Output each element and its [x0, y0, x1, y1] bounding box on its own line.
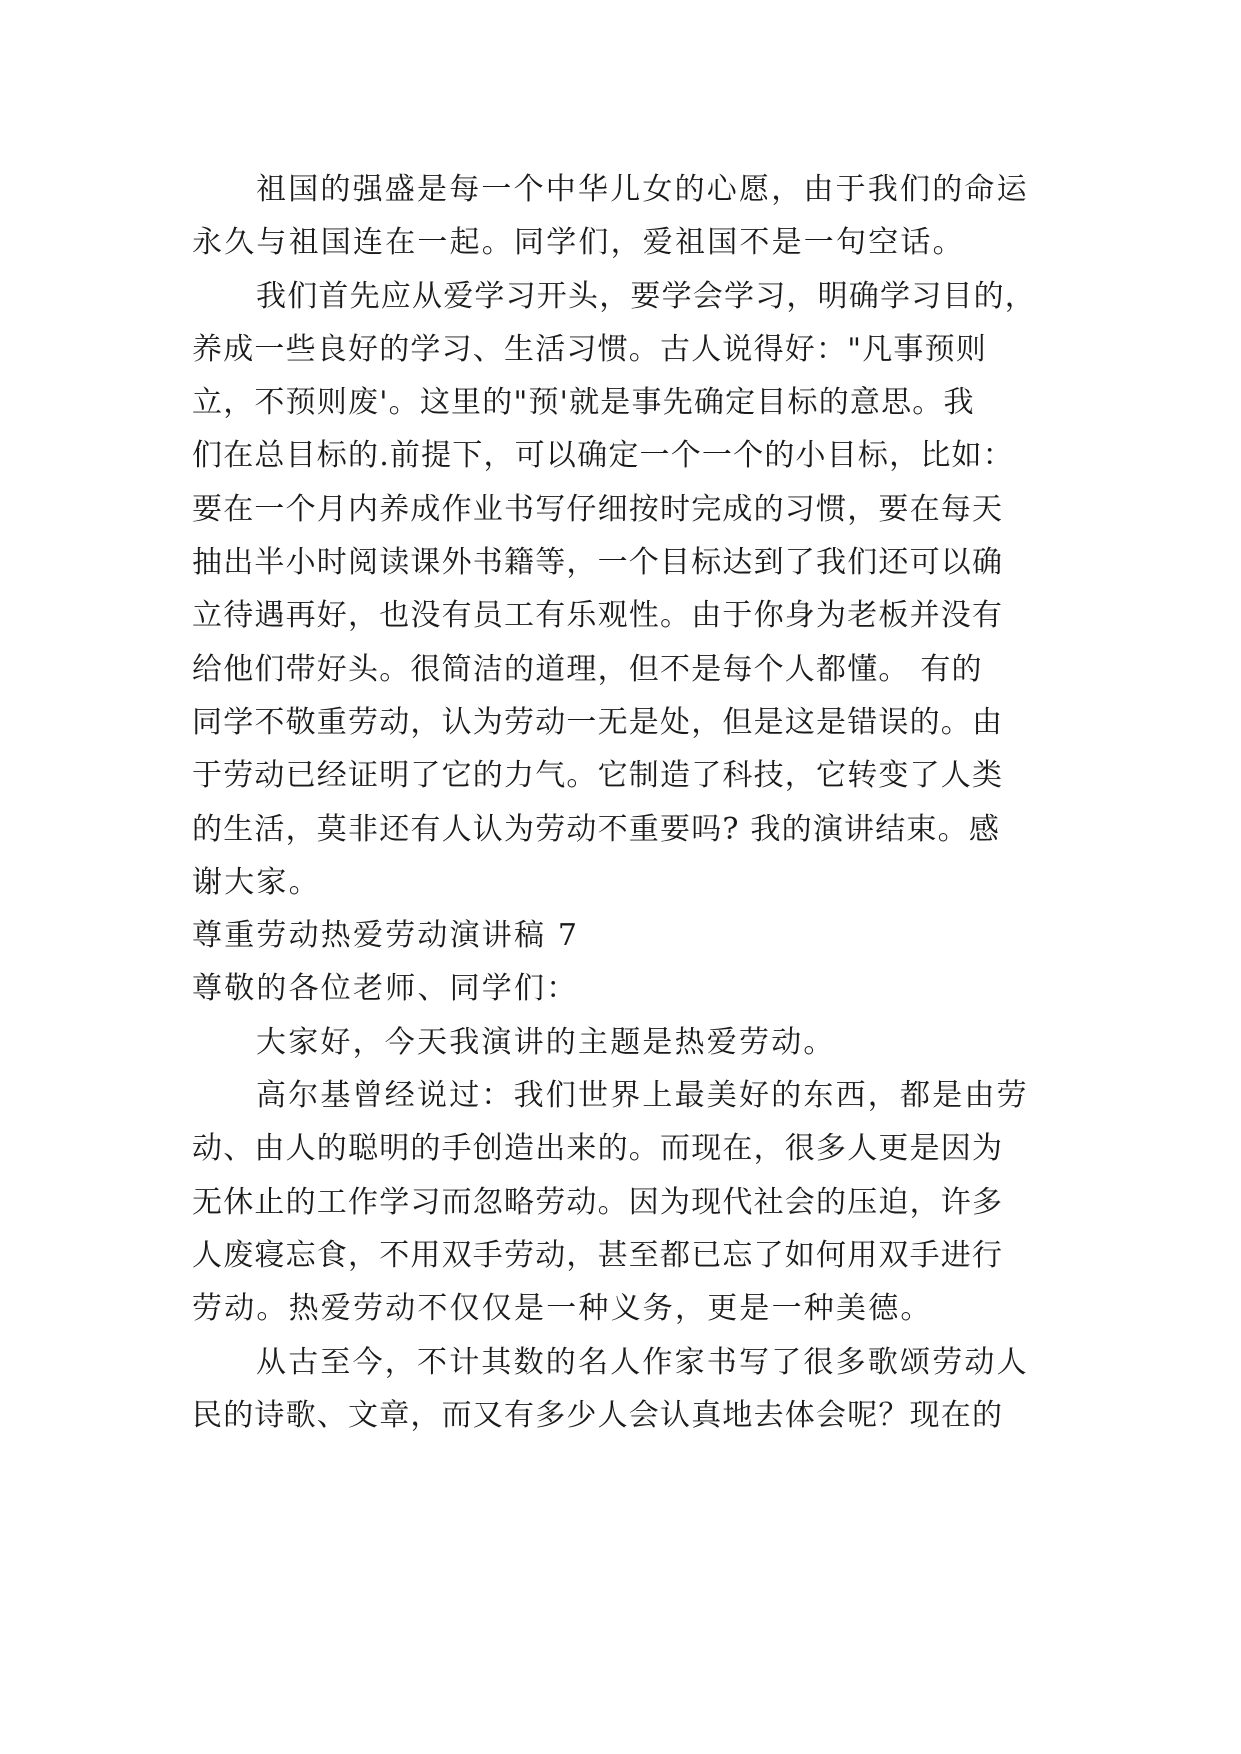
text-line: 的生活，莫非还有人认为劳动不重要吗? 我的演讲结束。感	[192, 811, 1001, 847]
text-line: 立待遇再好，也没有员工有乐观性。由于你身为老板并没有	[192, 598, 1004, 634]
text-line: 民的诗歌、文章，而又有多少人会认真地去体会呢？现在的	[192, 1397, 1004, 1433]
text-line: 大家好，今天我演讲的主题是热爱劳动。	[256, 1024, 836, 1060]
section-title: 尊重劳动热爱劳动演讲稿 7	[192, 918, 580, 954]
text-line: 人废寝忘食，不用双手劳动，甚至都已忘了如何用双手进行	[192, 1237, 1004, 1273]
text-line: 给他们带好头。很简洁的道理，但不是每个人都懂。 有的	[192, 651, 983, 687]
text-line: 祖国的强盛是每一个中华儿女的心愿，由于我们的命运	[256, 172, 1029, 207]
text-line: 劳动。热爱劳动不仅仅是一种义务，更是一种美德。	[192, 1291, 933, 1327]
text-line: 动、由人的聪明的手创造出来的。而现在，很多人更是因为	[192, 1131, 1004, 1167]
salutation: 尊敬的各位老师、同学们：	[192, 971, 579, 1007]
text-line: 谢大家。	[192, 864, 321, 900]
text-line: 立，不预则废'。这里的"预'就是事先确定目标的意思。我	[192, 385, 975, 421]
text-line: 抽出半小时阅读课外书籍等，一个目标达到了我们还可以确	[192, 545, 1004, 581]
text-line: 无休止的工作学习而忽略劳动。因为现代社会的压迫，许多	[192, 1184, 1004, 1220]
text-line: 同学不敬重劳动，认为劳动一无是处，但是这是错误的。由	[192, 704, 1004, 740]
text-line: 高尔基曾经说过：我们世界上最美好的东西，都是由劳	[256, 1078, 1029, 1114]
text-line: 永久与祖国连在一起。同学们，爱祖国不是一句空话。	[192, 225, 965, 261]
text-line: 要在一个月内养成作业书写仔细按时完成的习惯，要在每天	[192, 491, 1004, 527]
text-line: 们在总目标的.前提下，可以确定一个一个的小目标，比如：	[192, 438, 1014, 474]
text-line: 养成一些良好的学习、生活习惯。古人说得好："凡事预则	[192, 331, 987, 367]
document-body	[192, 163, 1052, 1442]
text-line: 于劳动已经证明了它的力气。它制造了科技，它转变了人类	[192, 758, 1004, 794]
text-line: 从古至今，不计其数的名人作家书写了很多歌颂劳动人	[256, 1344, 1029, 1380]
text-line: 我们首先应从爱学习开头，要学会学习，明确学习目的，	[256, 278, 1036, 314]
